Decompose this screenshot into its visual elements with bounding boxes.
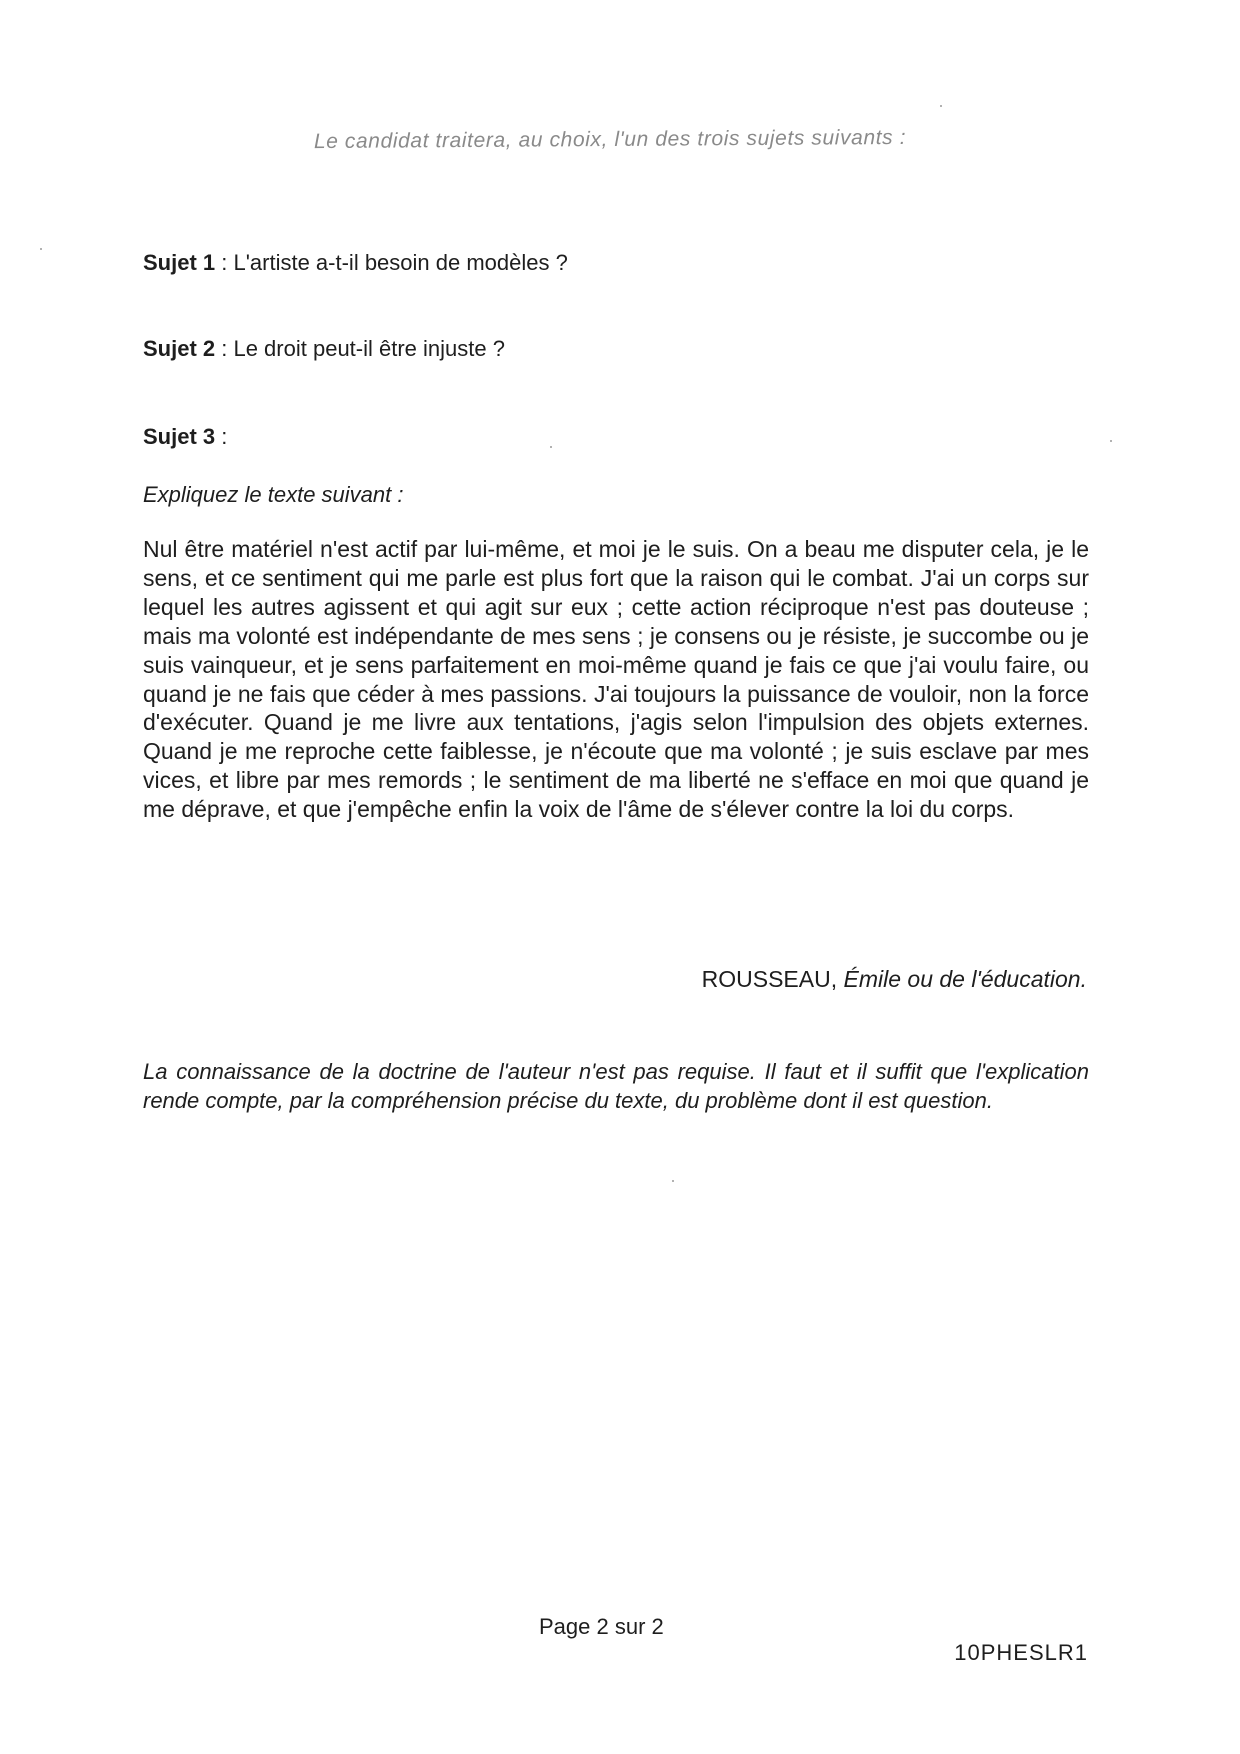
scan-speck bbox=[940, 105, 942, 107]
citation bbox=[702, 966, 1087, 993]
scan-speck bbox=[550, 446, 552, 448]
passage-text: Nul être matériel n'est actif par lui-même, et moi je le suis. On a beau me disputer cela, je le sens, et ce sentiment qui me parle est plus fort que la raison qui le combat. J'ai un corps sur lequel les autres agissent et qui agit sur eux ; cette action réciproque n'est pas douteuse ; mais ma volonté est indépendante de mes sens ; je consens ou je résiste, je succombe ou je suis vainqueur, et je sens parfaitement en moi-même quand je fais ce que j'ai voulu faire, ou quand je ne fais que céder à mes passions. J'ai toujours la puissance de vouloir, non la force d'exécuter. Quand je me livre aux tentations, j'agis selon l'impulsion des objets externes. Quand je me reproche cette faiblesse, je n'écoute que ma volonté ; je suis esclave par mes vices, et libre par mes remords ; le sentiment de ma liberté ne s'efface en moi que quand je me déprave, et que j'empêche enfin la voix de l'âme de s'élever contre la loi du corps. bbox=[143, 536, 1089, 823]
citation-work: Émile ou de l'éducation. bbox=[843, 966, 1087, 992]
subject-2-label: Sujet 2 bbox=[143, 336, 216, 361]
subject-1-label: Sujet 1 bbox=[143, 250, 216, 275]
subject-3-label: Sujet 3 bbox=[143, 424, 216, 449]
page-number: Page 2 sur 2 bbox=[539, 1614, 664, 1639]
subject-3-text: : bbox=[215, 424, 228, 449]
exam-note: La connaissance de la doctrine de l'auteur n'est pas requise. Il faut et il suffit que l'explication rende compte, par la compréhension précise du texte, du problème dont il est question. bbox=[143, 1059, 1089, 1113]
subject-3 bbox=[143, 424, 227, 450]
subject-2 bbox=[143, 336, 505, 362]
instruction-line: Le candidat traitera, au choix, l'un des trois sujets suivants : bbox=[313, 125, 907, 154]
explain-prompt: Expliquez le texte suivant : bbox=[143, 482, 404, 507]
subject-1 bbox=[143, 250, 568, 276]
exam-code: 10PHESLR1 bbox=[954, 1640, 1088, 1665]
subject-2-text: : Le droit peut-il être injuste ? bbox=[215, 336, 505, 361]
scan-speck bbox=[40, 248, 42, 250]
scan-speck bbox=[672, 1180, 674, 1182]
subject-1-text: : L'artiste a-t-il besoin de modèles ? bbox=[215, 250, 568, 275]
citation-author: ROUSSEAU, bbox=[701, 966, 844, 992]
scan-speck bbox=[1110, 440, 1112, 442]
